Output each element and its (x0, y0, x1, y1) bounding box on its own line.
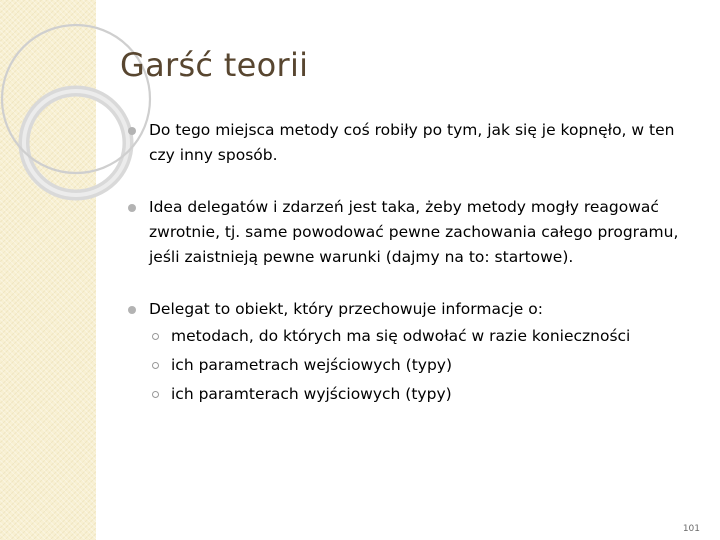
sub-bullet-text: ich paramterach wyjściowych (typy) (171, 385, 452, 403)
bullet-text: Do tego miejsca metody coś robiły po tym, jak się je kopnęło, w ten czy inny sposób. (149, 121, 675, 164)
bullet-list (128, 118, 688, 436)
sub-bullet-text: ich parametrach wejściowych (typy) (171, 356, 453, 374)
bullet-item (128, 297, 688, 409)
filled-circle-bullet-icon (128, 306, 136, 314)
sub-bullet-item (149, 380, 688, 409)
sub-bullet-list (149, 322, 688, 409)
bullet-item (128, 118, 688, 168)
filled-circle-bullet-icon (128, 204, 136, 212)
bullet-text: Idea delegatów i zdarzeń jest taka, żeby metody mogły reagować zwrotnie, tj. same powodować pewne zachowania całego programu, jeśli zaistnieją pewne warunki (dajmy na to: startowe). (149, 198, 679, 266)
hollow-circle-bullet-icon (152, 391, 159, 398)
hollow-circle-bullet-icon (152, 362, 159, 369)
sub-bullet-item (149, 351, 688, 380)
bullet-text: Delegat to obiekt, który przechowuje informacje o: (149, 300, 543, 318)
hollow-circle-bullet-icon (152, 333, 159, 340)
sub-bullet-text: metodach, do których ma się odwołać w razie konieczności (171, 327, 631, 345)
filled-circle-bullet-icon (128, 127, 136, 135)
slide-title: Garść teorii (120, 46, 309, 84)
page-number: 101 (682, 524, 700, 534)
bullet-item (128, 195, 688, 270)
sub-bullet-item (149, 322, 688, 351)
